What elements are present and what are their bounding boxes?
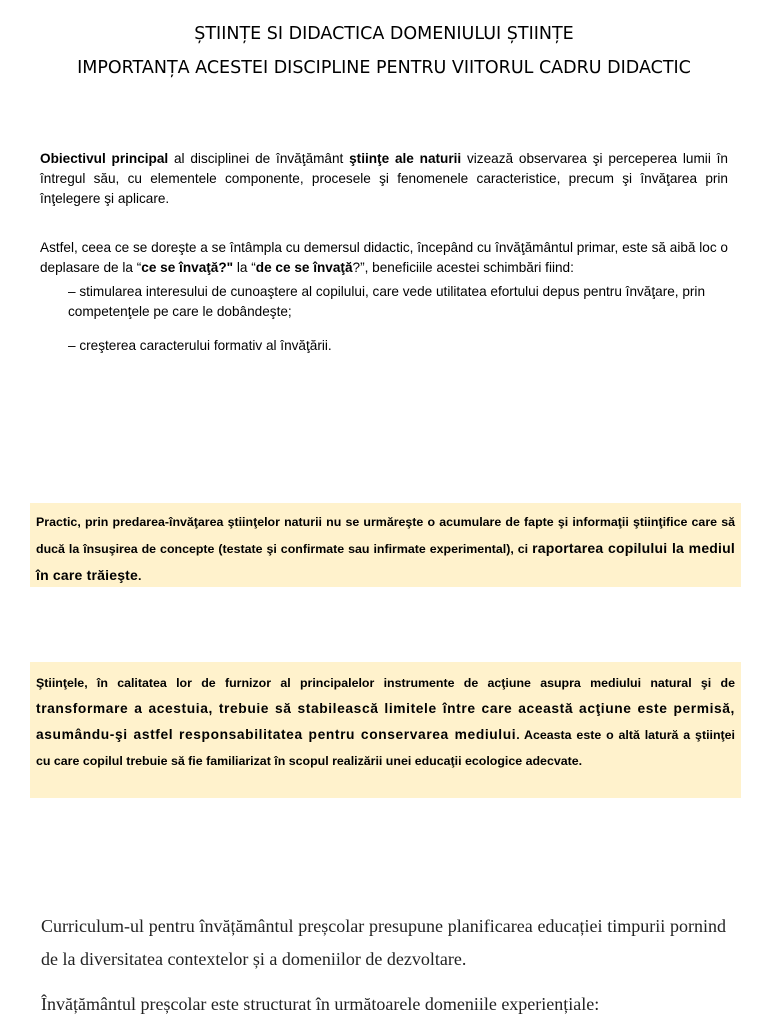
text-run: ?”, beneficiile acestei schimbări fiind: (352, 260, 574, 275)
emphasis-phrase: transformare a acestuia, trebuie să stabilească limitele între care această acţiune este permisă, asumându-şi astfel responsabilitatea pentru conservarea mediului (36, 701, 735, 742)
bold-phrase: Obiectivul principal (40, 151, 169, 166)
bold-phrase: de ce se învaţă (255, 260, 353, 275)
text-run: Astfel, ceea ce se doreşte a se întâmpla cu demersul didactic, începând cu învăţământul primar, este să aibă loc o deplasare de la “ (40, 240, 728, 275)
text-run: al disciplinei de învăţământ (168, 151, 350, 166)
highlight-box (30, 662, 741, 798)
paragraph-objective (40, 149, 728, 209)
curriculum-paragraph: Curriculum-ul pentru învățământul preșcolar presupune planificarea educației timpurii pornind de la diversitatea contextelor și a domeniilor de dezvoltare. (41, 916, 726, 969)
highlight-box (30, 503, 741, 587)
emphasis-phrase: raportarea copilului la mediul în care trăieşte (36, 540, 735, 583)
text-run: vizează observarea şi perceperea lumii în întregul său, cu elementele componente, procesele şi fenomenele caracteristice, precum şi învăţarea prin înţelegere şi aplicare. (40, 151, 728, 206)
list-item: – creşterea caracterului formativ al învăţării. (68, 338, 332, 353)
paragraph-shift (40, 238, 728, 278)
text-run: . Aceasta este o altă latură a ştiinţei cu care copilul trebuie să fie familiarizat în scopul realizării unei educaţii ecologice adecvate. (36, 728, 735, 768)
domains-paragraph: Învățământul preșcolar este structurat în următoarele domeniile experiențiale: (41, 994, 600, 1014)
bold-phrase: ce se învaţă?" (141, 260, 234, 275)
document-subtitle: IMPORTANȚA ACESTEI DISCIPLINE PENTRU VIITORUL CADRU DIDACTIC (77, 58, 691, 78)
text-run: la “ (233, 260, 256, 275)
text-run: Practic, prin predarea-învăţarea ştiinţelor naturii nu se urmăreşte o acumulare de fapte şi informaţii ştiinţifice care să ducă la însuşirea de concepte (testate şi confirmate sau infirmate experimental), ci (36, 515, 735, 556)
text-run: Ştiinţele, în calitatea lor de furnizor al principalelor instrumente de acţiune asupra mediului natural şi de (36, 676, 735, 690)
text-run: . (138, 569, 142, 583)
list-item: – stimularea interesului de cunoaştere al copilului, care vede utilitatea efortului depus pentru învăţare, prin competenţele pe care le dobândeşte; (68, 284, 706, 319)
document-title: ȘTIINȚE SI DIDACTICA DOMENIULUI ȘTIINȚE (194, 24, 574, 44)
bold-phrase: ştiinţe ale naturii (349, 151, 462, 166)
